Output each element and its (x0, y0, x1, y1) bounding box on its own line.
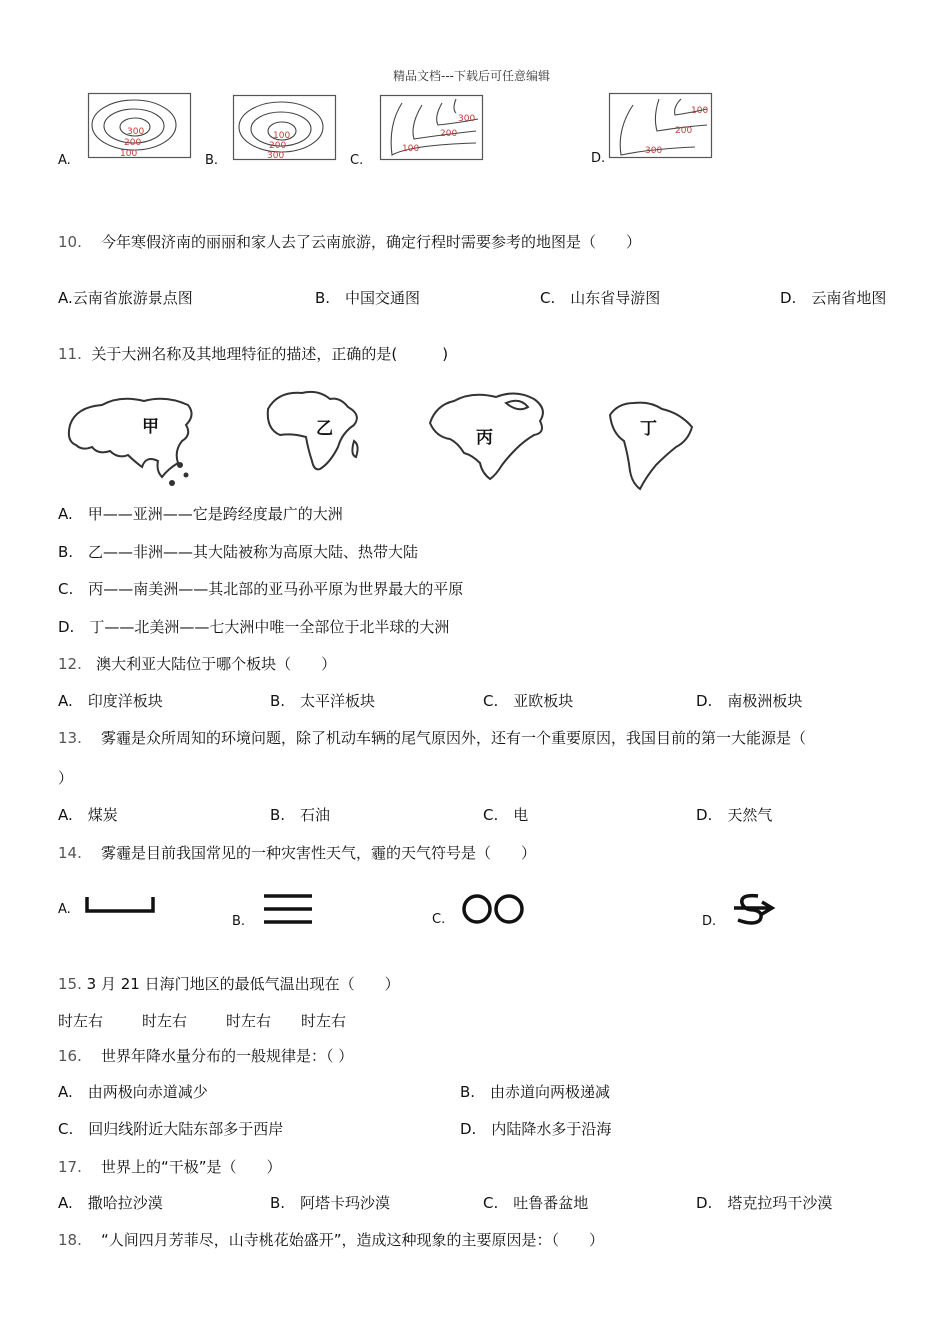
q13-option-b[interactable]: B. 石油 (270, 806, 331, 824)
continent-label: 丁 (640, 419, 657, 439)
question-16 (58, 1045, 353, 1066)
q14-option-d-label[interactable]: D. (702, 914, 717, 929)
q9-option-b-contour-map (233, 95, 337, 161)
question-number: 18. (58, 1231, 82, 1249)
q16-option-d[interactable]: D. 内陆降水多于沿海 (460, 1120, 612, 1138)
q17-option-b[interactable]: B. 阿塔卡玛沙漠 (270, 1194, 391, 1212)
q11-option-c[interactable]: C. 丙——南美洲——其北部的亚马孙平原为世界最大的平原 (58, 580, 464, 598)
q16-option-c[interactable]: C. 回归线附近大陆东部多于西岸 (58, 1120, 284, 1138)
q12-option-b[interactable]: B. 太平洋板块 (270, 692, 376, 710)
question-text: 雾霾是目前我国常见的一种灾害性天气，霾的天气符号是（ ） (100, 844, 536, 862)
contour-value: 200 (124, 138, 142, 148)
question-text: 3 月 21 日海门地区的最低气温出现在（ ） (86, 975, 400, 993)
q11-option-b[interactable]: B. 乙——非洲——其大陆被称为高原大陆、热带大陆 (58, 543, 419, 561)
question-15 (58, 973, 400, 994)
contour-value: 100 (402, 144, 420, 154)
q13-option-a[interactable]: A. 煤炭 (58, 806, 118, 824)
q15-option-a[interactable]: 时左右 (58, 1012, 104, 1030)
question-text: 关于大洲名称及其地理特征的描述，正确的是( ) (91, 345, 449, 363)
contour-value: 300 (458, 114, 476, 124)
q11-option-a[interactable]: A. 甲——亚洲——它是跨经度最广的大洲 (58, 505, 343, 523)
continent-map-jia (62, 385, 202, 490)
question-13 (58, 727, 806, 748)
fog-symbol-icon (262, 893, 314, 927)
question-number: 17. (58, 1158, 82, 1176)
question-11 (58, 343, 448, 364)
contour-value: 200 (440, 129, 458, 139)
continent-map-bing (420, 383, 555, 483)
dust-symbol-icon (84, 896, 158, 916)
q9-option-c-contour-map (380, 95, 484, 161)
q11-option-d[interactable]: D. 丁——北美洲——七大洲中唯一全部位于北半球的大洲 (58, 618, 450, 636)
q14-option-b-label[interactable]: B. (232, 914, 246, 929)
question-number: 12. (58, 655, 82, 673)
continent-map-yi (258, 385, 368, 475)
q10-option-a[interactable]: A.云南省旅游景点图 (58, 289, 193, 307)
sandstorm-symbol-icon (730, 892, 780, 926)
continent-label: 丙 (476, 428, 493, 448)
q16-option-b[interactable]: B. 由赤道向两极递减 (460, 1083, 611, 1101)
q9-option-c-label[interactable]: C. (350, 153, 364, 168)
question-text: 雾霾是众所周知的环境问题，除了机动车辆的尾气原因外，还有一个重要原因，我国目前的第一大能源是（ (100, 729, 806, 747)
q17-option-a[interactable]: A. 撒哈拉沙漠 (58, 1194, 163, 1212)
q15-option-b[interactable]: 时左右 (142, 1012, 188, 1030)
question-number: 15. (58, 975, 82, 993)
q10-option-d[interactable]: D. 云南省地图 (780, 289, 887, 307)
q13-option-d[interactable]: D. 天然气 (696, 806, 773, 824)
q9-option-d-label[interactable]: D. (591, 151, 606, 166)
contour-value: 300 (127, 127, 145, 137)
q12-option-d[interactable]: D. 南极洲板块 (696, 692, 803, 710)
q12-option-c[interactable]: C. 亚欧板块 (483, 692, 574, 710)
question-17 (58, 1156, 281, 1177)
q17-option-c[interactable]: C. 吐鲁番盆地 (483, 1194, 589, 1212)
q13-option-c[interactable]: C. 电 (483, 806, 529, 824)
question-12 (58, 653, 336, 674)
contour-value: 200 (269, 141, 287, 151)
continent-label: 乙 (316, 419, 333, 439)
question-text: “人间四月芳菲尽，山寺桃花始盛开”，造成这种现象的主要原因是：（ ） (100, 1231, 604, 1249)
contour-value: 300 (267, 151, 285, 161)
q16-option-a[interactable]: A. 由两极向赤道减少 (58, 1083, 208, 1101)
q12-option-a[interactable]: A. 印度洋板块 (58, 692, 163, 710)
question-text: 世界上的“干极”是（ ） (100, 1158, 282, 1176)
question-text: 澳大利亚大陆位于哪个板块（ ） (96, 655, 337, 673)
contour-value: 300 (645, 146, 663, 156)
question-number: 16. (58, 1047, 82, 1065)
q14-option-a-label[interactable]: A. (58, 902, 71, 917)
page-header: 精品文档---下载后可任意编辑 (393, 69, 550, 83)
q9-option-a-contour-map (88, 93, 192, 159)
contour-value: 100 (691, 106, 709, 116)
question-number: 14. (58, 844, 82, 862)
q14-option-c-label[interactable]: C. (432, 912, 446, 927)
contour-value: 100 (120, 149, 138, 159)
question-text: 世界年降水量分布的一般规律是：（ ） (100, 1047, 354, 1065)
question-text: 今年寒假济南的丽丽和家人去了云南旅游，确定行程时需要参考的地图是（ ） (100, 233, 641, 251)
question-10 (58, 231, 641, 252)
q9-option-d-contour-map (609, 93, 713, 159)
question-number: 11. (58, 345, 82, 363)
q15-option-d[interactable]: 时左右 (301, 1012, 347, 1030)
q10-option-c[interactable]: C. 山东省导游图 (540, 289, 661, 307)
haze-symbol-icon (460, 893, 526, 925)
q15-option-c[interactable]: 时左右 (226, 1012, 272, 1030)
question-number: 10. (58, 233, 82, 251)
q9-option-a-label[interactable]: A. (58, 153, 71, 168)
question-13-continuation: ） (58, 769, 74, 787)
continent-map-ding (604, 397, 699, 492)
q9-option-b-label[interactable]: B. (205, 153, 219, 168)
contour-value: 200 (675, 126, 693, 136)
q17-option-d[interactable]: D. 塔克拉玛干沙漠 (696, 1194, 833, 1212)
contour-value: 100 (273, 131, 291, 141)
question-18 (58, 1229, 604, 1250)
question-14 (58, 842, 536, 863)
q10-option-b[interactable]: B. 中国交通图 (315, 289, 421, 307)
continent-label: 甲 (142, 417, 159, 437)
question-number: 13. (58, 729, 82, 747)
